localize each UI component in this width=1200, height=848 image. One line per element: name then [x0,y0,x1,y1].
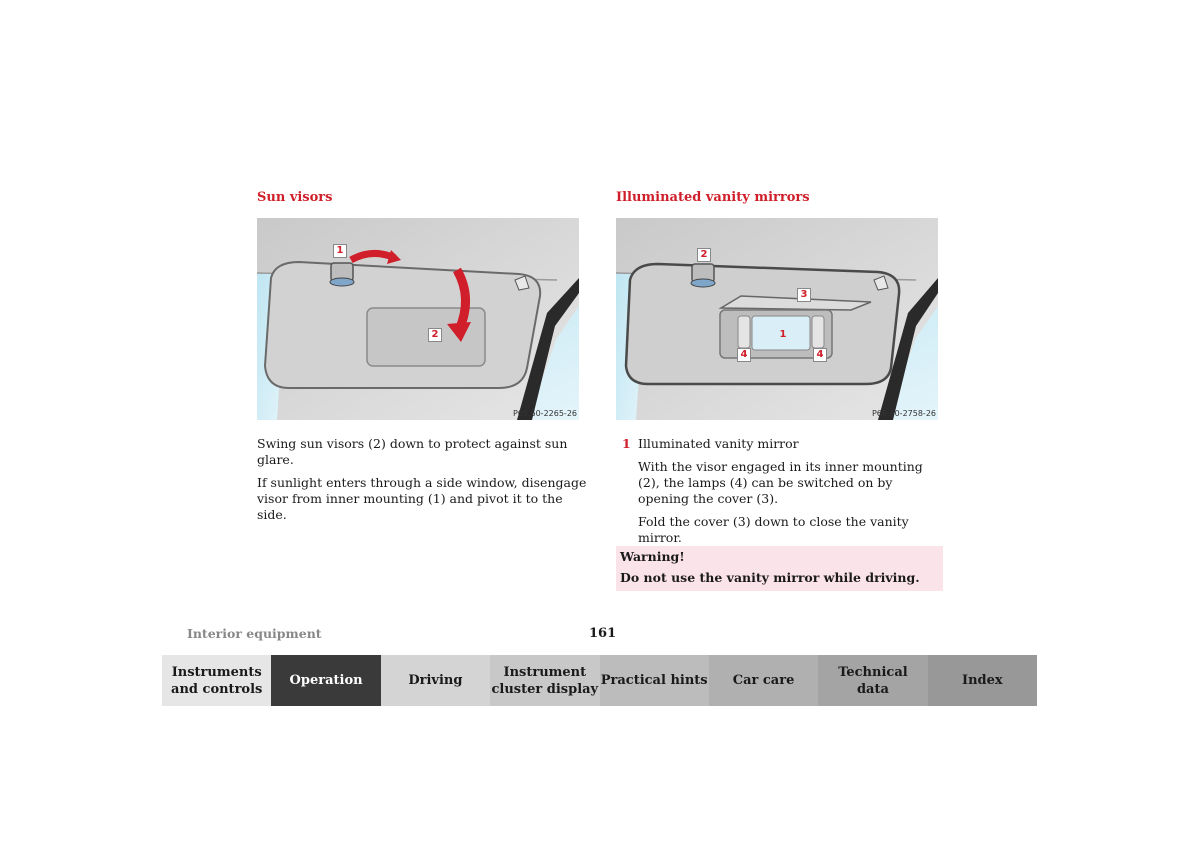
figure-code: P68.60-2758-26 [871,409,936,418]
sun-visors-heading: Sun visors [257,190,333,205]
callout-4-left: 4 [737,348,751,362]
tab-driving[interactable]: Driving [381,655,490,706]
callout-3: 3 [797,288,811,302]
callout-2: 2 [697,248,711,262]
warning-text: Do not use the vanity mirror while driving. [620,570,920,585]
tab-practical-hints[interactable]: Practical hints [600,655,709,706]
warning-title: Warning! [620,549,685,564]
paragraph: If sunlight enters through a side window, disengage visor from inner mounting (1) and pivot it to the side. [257,475,587,522]
paragraph: Swing sun visors (2) down to protect against sun glare. [257,436,568,467]
tab-technical-data[interactable]: Technical data [818,655,927,706]
warning-box [616,546,943,591]
callout-1: 1 [779,329,787,340]
chapter-tab-bar [162,655,1037,706]
tab-instruments-and-controls[interactable]: Instruments and controls [162,655,271,706]
figure-code: P68.60-2265-26 [512,409,577,418]
tab-car-care[interactable]: Car care [709,655,818,706]
left-body-text [257,436,587,523]
callout-4-right: 4 [813,348,827,362]
callout-2: 2 [428,328,442,342]
item-text: Fold the cover (3) down to close the vanity mirror. [638,514,909,545]
page-number: 161 [589,626,617,641]
sun-visor-illustration [257,218,579,420]
tab-instrument-cluster-display[interactable]: Instrument cluster display [490,655,599,706]
section-title: Interior equipment [187,626,322,641]
item-number: 1 [622,436,631,451]
vanity-mirrors-heading: Illuminated vanity mirrors [616,190,810,205]
callout-1: 1 [333,244,347,258]
right-body-text [622,436,932,546]
vanity-mirror-illustration [616,218,938,420]
item-text: With the visor engaged in its inner mounting (2), the lamps (4) can be switched on by opening the cover (3). [638,459,923,506]
item-title: Illuminated vanity mirror [638,436,799,451]
tab-operation[interactable]: Operation [271,655,380,706]
tab-index[interactable]: Index [928,655,1037,706]
